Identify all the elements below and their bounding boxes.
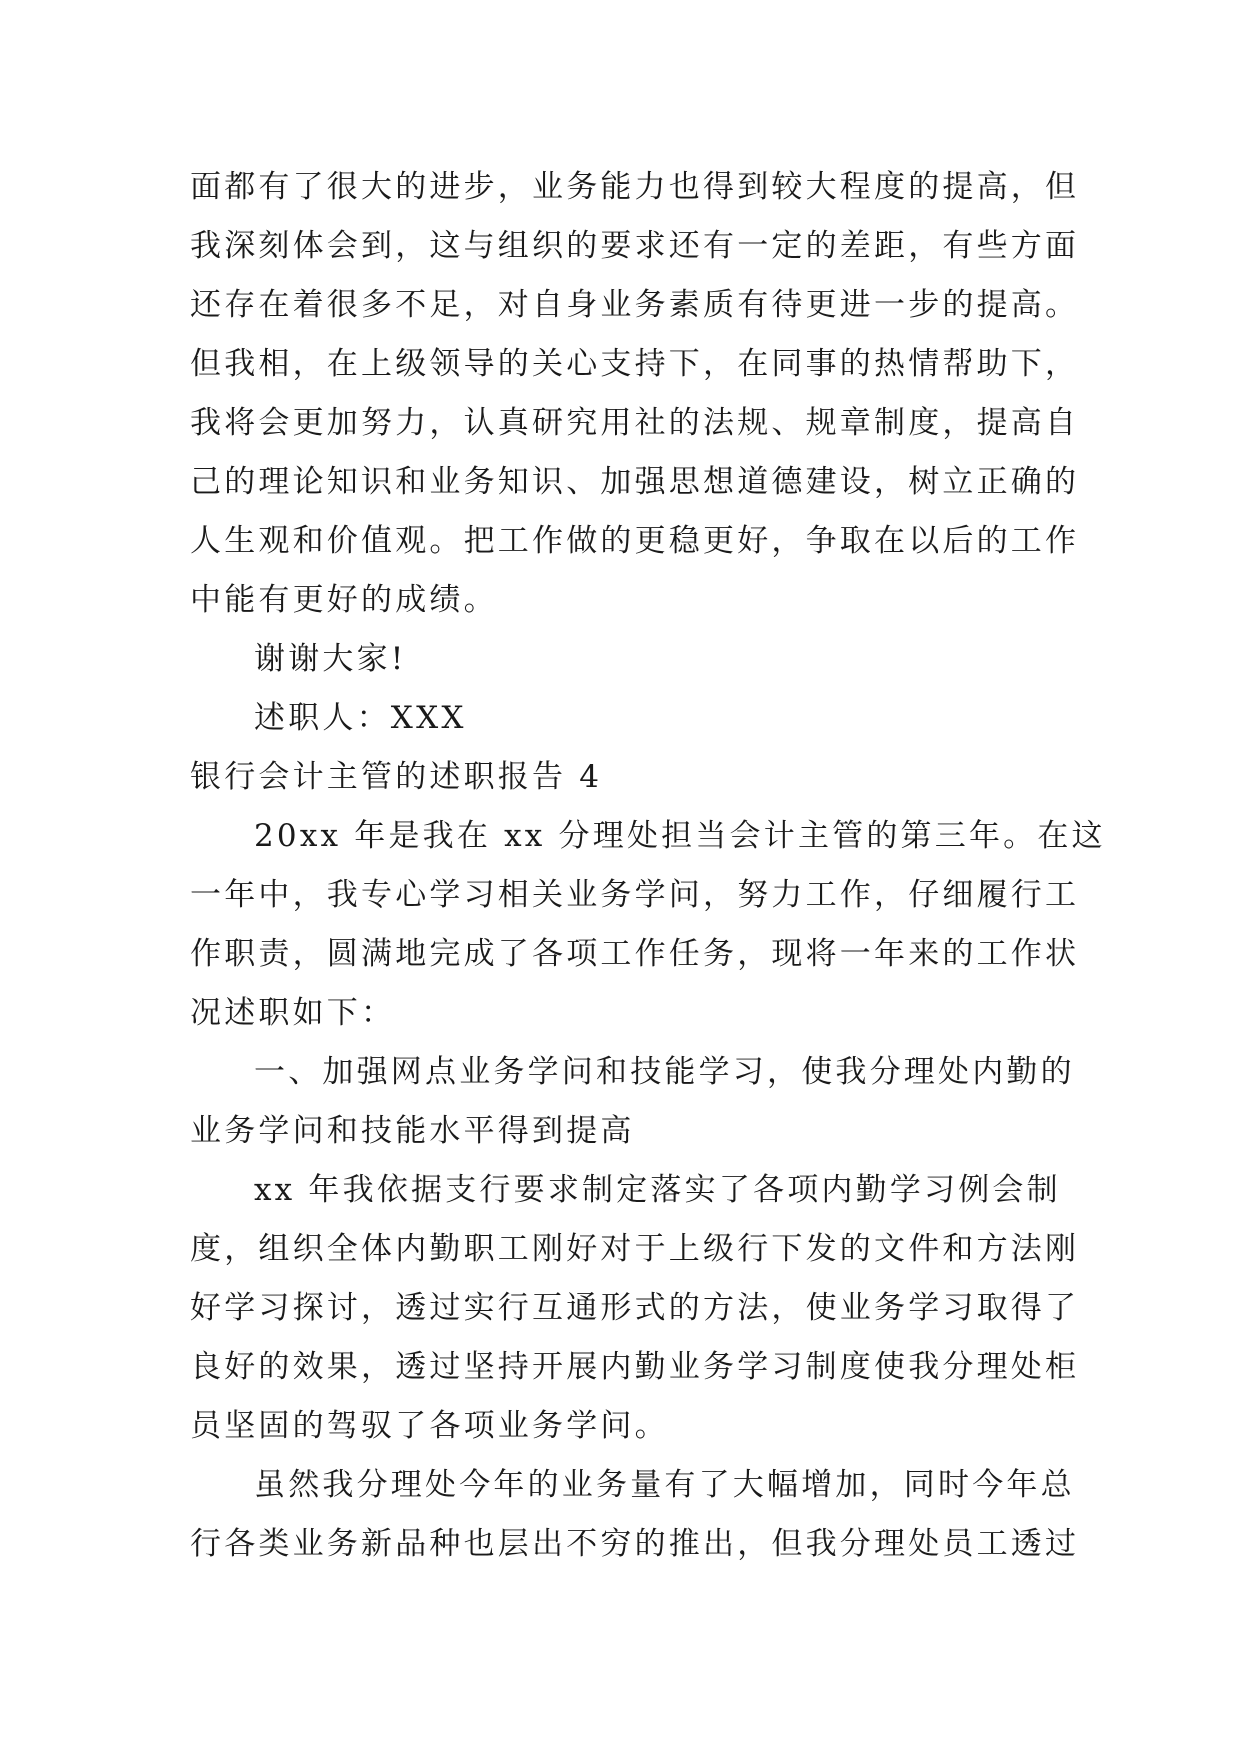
text-line: 面都有了很大的进步，业务能力也得到较大程度的提高，但 [190, 169, 1080, 205]
text-line: 人生观和价值观。把工作做的更稳更好，争取在以后的工作 [190, 523, 1080, 559]
text-line: 行各类业务新品种也层出不穷的推出，但我分理处员工透过 [190, 1526, 1080, 1562]
subheading-line: 一、加强网点业务学问和技能学习，使我分理处内勤的 [254, 1054, 1075, 1090]
text-line: 作职责，圆满地完成了各项工作任务，现将一年来的工作状 [190, 936, 1080, 972]
thanks-line: 谢谢大家! [254, 641, 407, 677]
text-line: 还存在着很多不足，对自身业务素质有待更进一步的提高。 [190, 287, 1080, 323]
text-line: 度，组织全体内勤职工刚好对于上级行下发的文件和方法刚 [190, 1231, 1080, 1267]
text-line: 况述职如下： [190, 995, 396, 1031]
text-line: 中能有更好的成绩。 [190, 582, 498, 618]
section-title: 银行会计主管的述职报告 4 [190, 759, 603, 795]
text-line: 但我相，在上级领导的关心支持下，在同事的热情帮助下， [190, 346, 1080, 382]
text-line: 员坚固的驾驭了各项业务学问。 [190, 1408, 669, 1444]
paragraph-start: 20xx 年是我在 xx 分理处担当会计主管的第三年。在这 [254, 818, 1106, 854]
text-line: 己的理论知识和业务知识、加强思想道德建设，树立正确的 [190, 464, 1080, 500]
text-line: 良好的效果，透过坚持开展内勤业务学习制度使我分理处柜 [190, 1349, 1080, 1385]
signature-line: 述职人：XXX [254, 700, 467, 736]
text-line: 我深刻体会到，这与组织的要求还有一定的差距，有些方面 [190, 228, 1080, 264]
document-body [190, 158, 1106, 1574]
paragraph-start: 虽然我分理处今年的业务量有了大幅增加，同时今年总 [254, 1467, 1075, 1503]
text-line: 我将会更加努力，认真研究用社的法规、规章制度，提高自 [190, 405, 1080, 441]
text-line: 业务学问和技能水平得到提高 [190, 1113, 635, 1149]
paragraph-start: xx 年我依据支行要求制定落实了各项内勤学习例会制 [254, 1172, 1061, 1208]
text-line: 一年中，我专心学习相关业务学问，努力工作，仔细履行工 [190, 877, 1080, 913]
text-line: 好学习探讨，透过实行互通形式的方法，使业务学习取得了 [190, 1290, 1080, 1326]
